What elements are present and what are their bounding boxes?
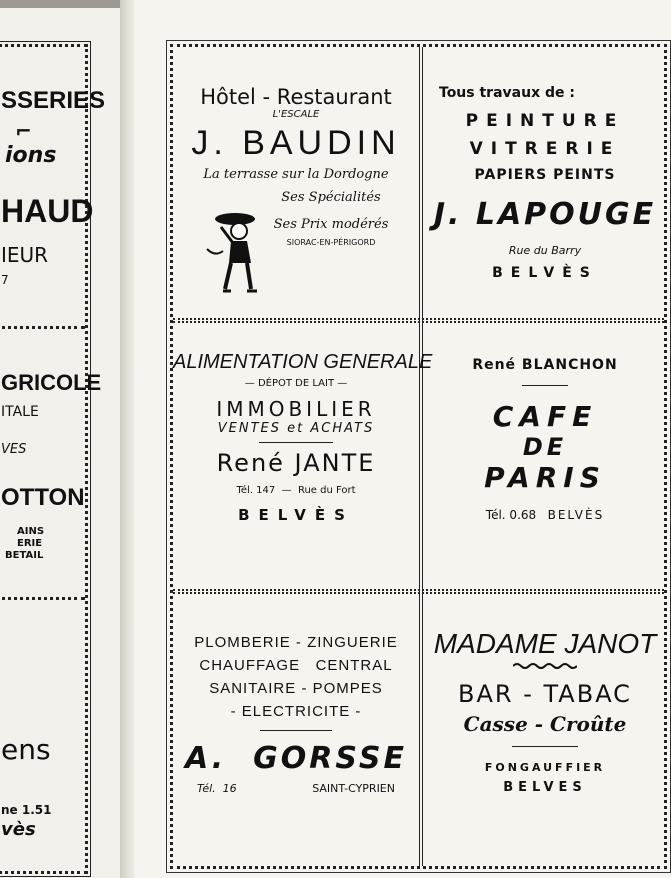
ad-service: - ELECTRICITE - bbox=[230, 703, 362, 720]
ad-prix: Ses Prix modérés bbox=[273, 217, 389, 232]
ad-service: VITRERIE bbox=[469, 139, 621, 159]
ad-name: René JANTE bbox=[216, 449, 376, 477]
left-facing-page bbox=[0, 8, 130, 878]
ad-subtitle: — DÉPOT DE LAIT — bbox=[244, 378, 348, 389]
ad-name: J. LAPOUGE bbox=[433, 197, 657, 232]
ad-jante bbox=[173, 323, 433, 589]
left-ad-block-2 bbox=[0, 332, 102, 600]
ad-de: DE bbox=[522, 433, 568, 461]
ad-street: Rue du Barry bbox=[508, 244, 582, 257]
ad-cafe: CAFE bbox=[492, 400, 598, 433]
left-page-border bbox=[0, 44, 106, 874]
ad-town: SAINT-CYPRIEN bbox=[312, 782, 395, 795]
ad-service: SANITAIRE - POMPES bbox=[209, 680, 383, 697]
ad-service-sub: VENTES et ACHATS bbox=[217, 421, 375, 436]
ad-subtitle: L'ESCALE bbox=[272, 109, 320, 120]
left-ad-block-1 bbox=[0, 47, 106, 329]
ad-service: CHAUFFAGE CENTRAL bbox=[199, 657, 393, 674]
left-text-line: ERIE bbox=[17, 538, 43, 549]
ad-name: J. BAUDIN bbox=[191, 124, 401, 162]
left-text-line: SSERIES bbox=[1, 87, 106, 114]
left-text-line: ens bbox=[1, 733, 51, 766]
left-text-line: OTTON bbox=[1, 484, 85, 511]
ad-town: BELVÈS bbox=[547, 508, 605, 522]
ad-service: BAR - TABAC bbox=[458, 680, 632, 708]
left-text-line: ⌐ bbox=[15, 119, 32, 143]
left-text-line: vès bbox=[1, 819, 36, 840]
ad-town: BELVES bbox=[503, 780, 587, 795]
ad-baudin bbox=[173, 47, 419, 318]
ad-service: IMMOBILIER bbox=[216, 397, 376, 421]
left-text-line: ne 1.51 bbox=[1, 803, 52, 817]
ad-slogan: La terrasse sur la Dordogne bbox=[203, 167, 389, 182]
ad-service: PEINTURE bbox=[465, 111, 625, 131]
ad-name: MADAME JANOT bbox=[433, 628, 657, 659]
ad-service: Casse - Croûte bbox=[463, 712, 627, 736]
left-ad-block-3 bbox=[0, 603, 85, 877]
left-text-line: ITALE bbox=[1, 404, 39, 420]
ad-owner: René BLANCHON bbox=[472, 357, 618, 373]
ad-tel: Tél. 147 bbox=[236, 485, 276, 496]
ad-gorsse bbox=[173, 594, 419, 869]
left-text-line: BETAIL bbox=[5, 550, 44, 561]
ad-service: PLOMBERIE - ZINGUERIE bbox=[194, 634, 398, 651]
ad-service: PAPIERS PEINTS bbox=[474, 167, 616, 183]
waiter-illustration bbox=[201, 205, 267, 295]
ad-street: Rue du Fort bbox=[297, 485, 356, 496]
ad-contact bbox=[423, 508, 667, 522]
ad-lapouge bbox=[423, 47, 667, 318]
left-text-line: AINS bbox=[17, 526, 45, 537]
ad-dash: — bbox=[281, 485, 292, 496]
wave-ornament bbox=[513, 662, 577, 670]
divider-rule bbox=[512, 746, 578, 747]
left-text-line: 7 bbox=[1, 273, 9, 287]
divider-rule bbox=[260, 730, 332, 731]
left-text-line: HAUD bbox=[1, 193, 94, 229]
ad-contact bbox=[173, 485, 419, 496]
right-page bbox=[134, 0, 671, 878]
ad-tel: Tél. 16 bbox=[197, 782, 237, 795]
ad-town: BELVÈS bbox=[492, 265, 598, 281]
ad-intro: Tous travaux de : bbox=[439, 85, 575, 101]
left-text-line: ions bbox=[5, 143, 57, 168]
ad-grid-frame bbox=[170, 44, 667, 869]
ad-tel: Tél. 0.68 bbox=[485, 508, 537, 522]
left-text-line: IEUR bbox=[1, 243, 49, 267]
ad-name: A. GORSSE bbox=[185, 741, 407, 776]
ad-place: FONGAUFFIER bbox=[484, 761, 606, 774]
ad-specialites: Ses Spécialités bbox=[281, 190, 381, 205]
left-text-line: VES bbox=[1, 442, 27, 457]
ad-town: BELVÈS bbox=[238, 506, 354, 524]
divider-rule bbox=[259, 442, 333, 443]
ad-janot bbox=[423, 594, 667, 869]
ad-paris: PARIS bbox=[484, 461, 606, 494]
ad-title: ALIMENTATION GENERALE bbox=[173, 351, 433, 373]
ad-town: SIORAC-EN-PÉRIGORD bbox=[286, 238, 376, 247]
divider-rule bbox=[522, 385, 568, 386]
left-text-line: GRICOLE bbox=[1, 370, 102, 395]
ad-title: Hôtel - Restaurant bbox=[200, 85, 392, 109]
ad-blanchon bbox=[423, 323, 667, 589]
ad-contact bbox=[173, 782, 419, 795]
